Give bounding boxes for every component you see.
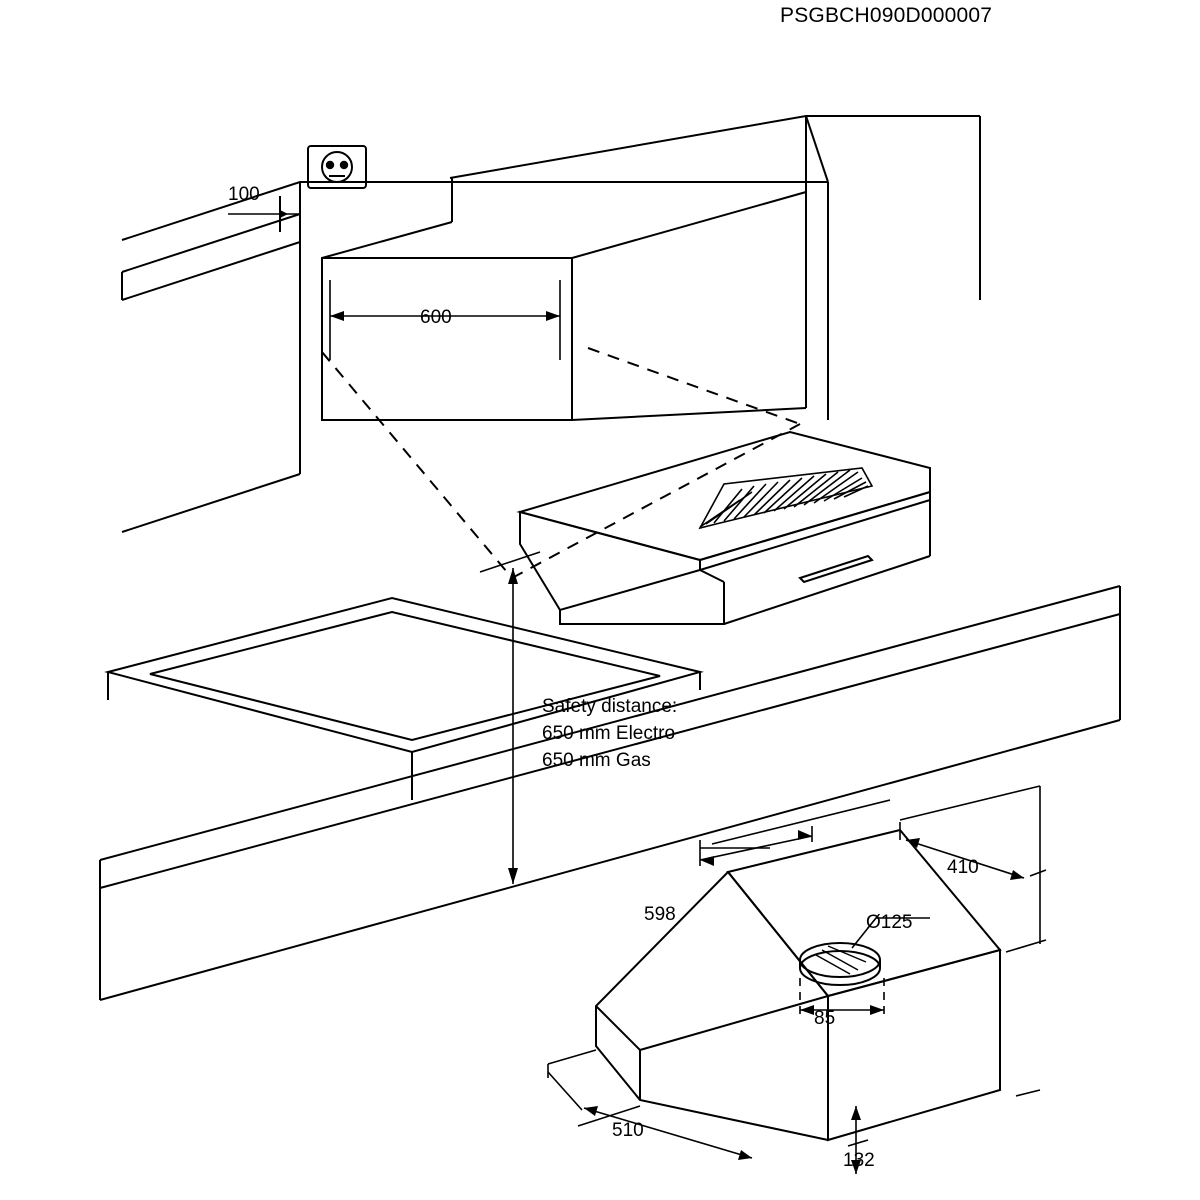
document-code: PSGBCH090D000007	[780, 4, 993, 27]
dim-label-socket-offset: 100	[228, 184, 260, 205]
dim-label-hood-depth: 410	[947, 857, 979, 878]
hood-detail-view	[596, 830, 1000, 1140]
safety-distance-gas: 650 mm Gas	[542, 750, 651, 771]
cooker-hood-body	[520, 432, 930, 624]
safety-distance-title: Safety distance:	[542, 696, 678, 717]
dim-label-base-depth: 510	[612, 1120, 644, 1141]
hidden-construction-lines	[322, 348, 800, 578]
duct-outlet-icon	[800, 943, 880, 985]
dim-label-duct-offset: 85	[814, 1008, 836, 1029]
hob-countertop	[100, 586, 1120, 1000]
dim-label-hood-width: 598	[644, 904, 676, 925]
dim-label-duct-diameter: Ø125	[866, 912, 913, 933]
dim-label-cabinet-width: 600	[420, 307, 452, 328]
safety-distance-electro: 650 mm Electro	[542, 723, 676, 744]
dim-label-hood-height: 132	[843, 1150, 875, 1171]
